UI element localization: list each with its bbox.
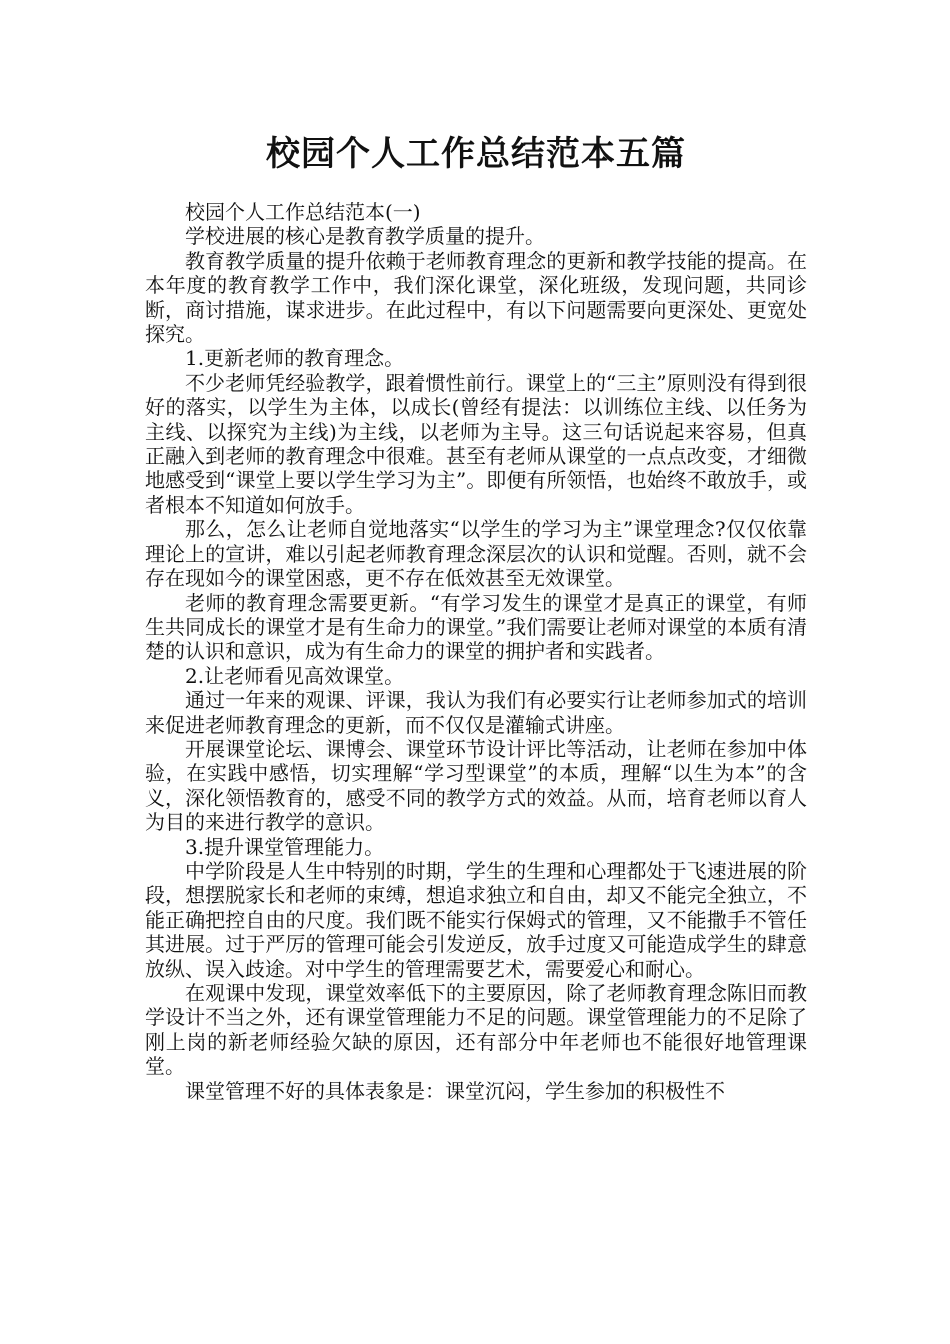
paragraph: 在观课中发现，课堂效率低下的主要原因，除了老师教育理念陈旧而教学设计不当之外，还有课堂管理能力不足的问题。课堂管理能力的不足除了刚上岗的新老师经验欠缺的原因，还有部分中年老师也不能很好地管理课堂。 [145,981,807,1079]
paragraph: 开展课堂论坛、课博会、课堂环节设计评比等活动，让老师在参加中体验，在实践中感悟，切实理解“学习型课堂”的本质，理解“以生为本”的含义，深化领悟教育的，感受不同的教学方式的效益。从而，培育老师以育人为目的来进行教学的意识。 [145,736,807,835]
paragraph: 教育教学质量的提升依赖于老师教育理念的更新和教学技能的提高。在本年度的教育教学工作中，我们深化课堂，深化班级，发现问题，共同诊断，商讨措施，谋求进步。在此过程中，有以下问题需要向更深处、更宽处探究。 [145,248,807,347]
paragraph: 中学阶段是人生中特别的时期，学生的生理和心理都处于飞速进展的阶段，想摆脱家长和老师的束缚，想追求独立和自由，却又不能完全独立，不能正确把控自由的尺度。我们既不能实行保姆式的管理，又不能撒手不管任其进展。过于严厉的管理可能会引发逆反，放手过度又可能造成学生的肆意放纵、误入歧途。对中学生的管理需要艺术，需要爱心和耐心。 [145,858,807,981]
numbered-heading: 3.提升课堂管理能力。 [185,834,385,859]
numbered-heading: 2.让老师看见高效课堂。 [185,663,405,688]
numbered-heading: 1.更新老师的教育理念。 [185,346,405,371]
document-body [145,200,807,1103]
paragraph: 学校进展的核心是教育教学质量的提升。 [185,224,545,249]
paragraph: 老师的教育理念需要更新。“有学习发生的课堂才是真正的课堂，有师生共同成长的课堂才是有生命力的课堂。”我们需要让老师对课堂的本质有清楚的认识和意识，成为有生命力的课堂的拥护者和实践者。 [145,590,807,664]
paragraph: 不少老师凭经验教学，跟着惯性前行。课堂上的“三主”原则没有得到很好的落实，以学生为主体，以成长(曾经有提法：以训练位主线、以任务为主线、以探究为主线)为主线，以老师为主导。这三句话说起来容易，但真正融入到老师的教育理念中很难。甚至有老师从课堂的一点点改变，才细微地感受到“课堂上要以学生学习为主”。即便有所领悟，也始终不敢放手，或者根本不知道如何放手。 [145,370,807,517]
paragraph: 课堂管理不好的具体表象是：课堂沉闷，学生参加的积极性不 [185,1078,725,1103]
document-page [145,0,807,1103]
section-heading: 校园个人工作总结范本(一) [185,200,421,224]
paragraph: 通过一年来的观课、评课，我认为我们有必要实行让老师参加式的培训来促进老师教育理念的更新，而不仅仅是灌输式讲座。 [145,688,807,737]
document-title: 校园个人工作总结范本五篇 [266,134,686,174]
paragraph: 那么，怎么让老师自觉地落实“以学生的学习为主”课堂理念?仅仅依靠理论上的宣讲，难以引起老师教育理念深层次的认识和觉醒。否则，就不会存在现如今的课堂困惑，更不存在低效甚至无效课堂。 [145,517,807,591]
